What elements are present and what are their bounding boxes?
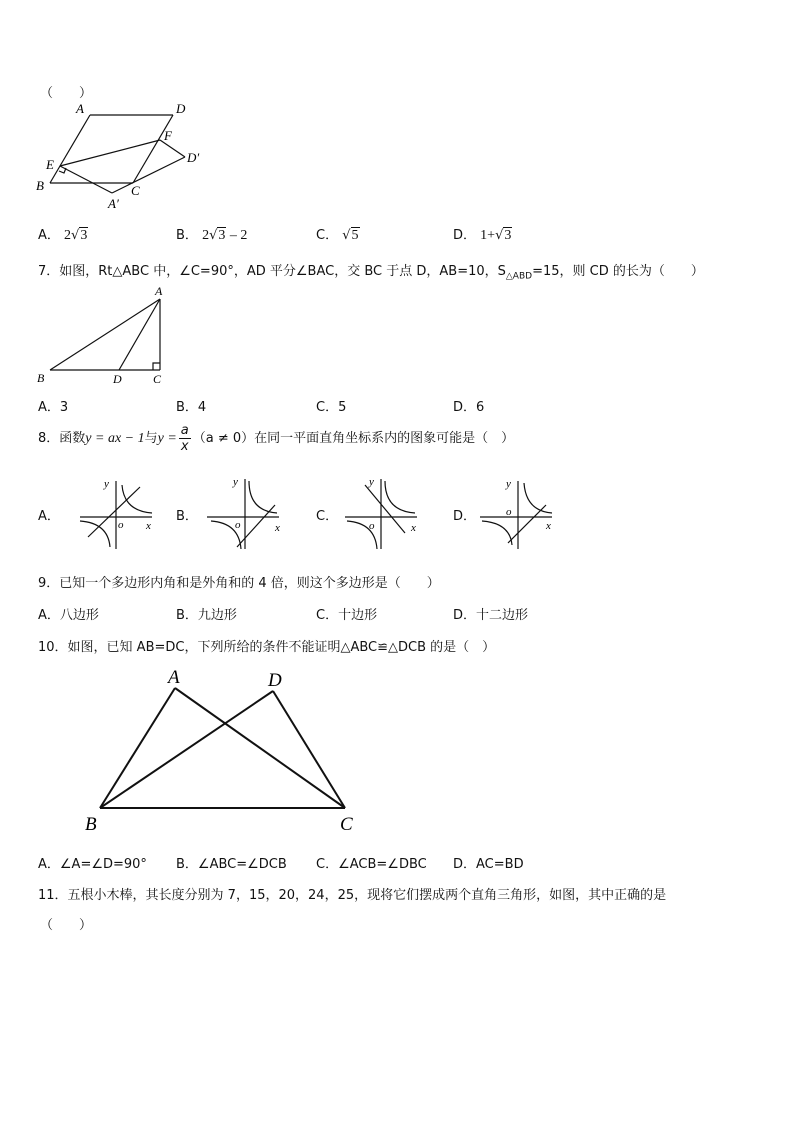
q9-text: 9．已知一个多边形内角和是外角和的 4 倍，则这个多边形是（ ） [38, 576, 440, 591]
q10-label-A: A [168, 667, 180, 688]
q10-label-C: C [340, 814, 353, 835]
q7-label-C: C [153, 372, 162, 386]
q6-label-A: A [76, 101, 84, 116]
q9-option-a: A．八边形 [38, 608, 99, 623]
q6-option-d: D． 1+√3 [453, 228, 512, 243]
q9-option-d: D．十二边形 [453, 608, 529, 623]
q8-option-c-letter: C． [316, 509, 339, 524]
q6-label-D: D [176, 101, 186, 116]
q6-label-B: B [36, 178, 44, 193]
svg-text:o: o [506, 506, 512, 518]
q8-graph-c [343, 475, 423, 553]
q7-option-b: B．4 [176, 400, 207, 415]
q10-label-B: B [85, 814, 97, 835]
q10-option-c: C．∠ACB=∠DBC [316, 857, 427, 872]
q6-label-Dprime: D′ [187, 150, 200, 165]
q7-label-A: A [155, 284, 163, 298]
q6-label-E: E [46, 157, 54, 172]
q10-figure [80, 663, 370, 838]
q10-text: 10．如图，已知 AB=DC，下列所给的条件不能证明△ABC≌△DCB 的是（ ） [38, 640, 496, 655]
q8-graph-b [205, 475, 285, 553]
svg-text:y: y [369, 476, 374, 488]
q6-option-c: C． √5 [316, 228, 359, 243]
q9-option-c: C．十边形 [316, 608, 378, 623]
svg-text:y: y [506, 478, 511, 490]
svg-text:y: y [104, 478, 109, 490]
q6-figure [30, 100, 230, 210]
svg-text:x: x [275, 522, 280, 534]
q7-option-c: C．5 [316, 400, 347, 415]
q6-label-F: F [164, 128, 172, 143]
q10-option-a: A．∠A=∠D=90° [38, 857, 147, 872]
q10-option-b: B．∠ABC=∠DCB [176, 857, 287, 872]
q7-text: 7．如图，Rt△ABC 中，∠C=90°，AD 平分∠BAC，交 BC 于点 D，AB=10，$S_{\triangle ABD}=15$，则 CD 的长为（ ） [38, 264, 704, 282]
q8-graph-d [478, 475, 558, 553]
q8-func1: y = ax − 1 [85, 431, 145, 446]
q8-text: 8．函数y = ax − 1与y = $\frac{a}{x}$ （a ≠ 0）在同一平面直角坐标系内的图象可能是（ ） [38, 423, 515, 454]
q10-label-D: D [268, 670, 282, 691]
q8-graph-a [78, 475, 158, 553]
q11-text: 11．五根小木棒，其长度分别为 7，15，20，24，25，现将它们摆成两个直角三角形，如图，其中正确的是 [38, 888, 667, 903]
svg-text:o: o [235, 519, 241, 531]
svg-text:x: x [411, 522, 416, 534]
svg-text:x: x [146, 520, 151, 532]
q9-option-b: B．九边形 [176, 608, 237, 623]
svg-text:o: o [118, 519, 124, 531]
q8-fraction: $\frac{a}{x}$ [180, 423, 189, 454]
q6-option-b: B． 2√3 – 2 [176, 228, 248, 243]
q11-answer-paren: （ ） [40, 918, 93, 933]
q7-label-B: B [37, 371, 45, 385]
q8-option-a-letter: A． [38, 509, 60, 524]
svg-text:o: o [369, 520, 375, 532]
q7-figure [35, 283, 175, 388]
q6-answer-paren: （ ） [40, 86, 93, 101]
q7-option-d: D．6 [453, 400, 485, 415]
q6-label-Aprime: A′ [108, 196, 119, 211]
svg-text:x: x [546, 520, 551, 532]
q8-option-b-letter: B． [176, 509, 198, 524]
q6-label-C: C [131, 183, 140, 198]
q7-option-a: A．3 [38, 400, 69, 415]
q7-label-D: D [113, 372, 122, 386]
q6-option-a: A． 2√3 [38, 228, 88, 243]
q10-option-d: D．AC=BD [453, 857, 524, 872]
q8-option-d-letter: D． [453, 509, 477, 524]
svg-text:y: y [233, 476, 238, 488]
